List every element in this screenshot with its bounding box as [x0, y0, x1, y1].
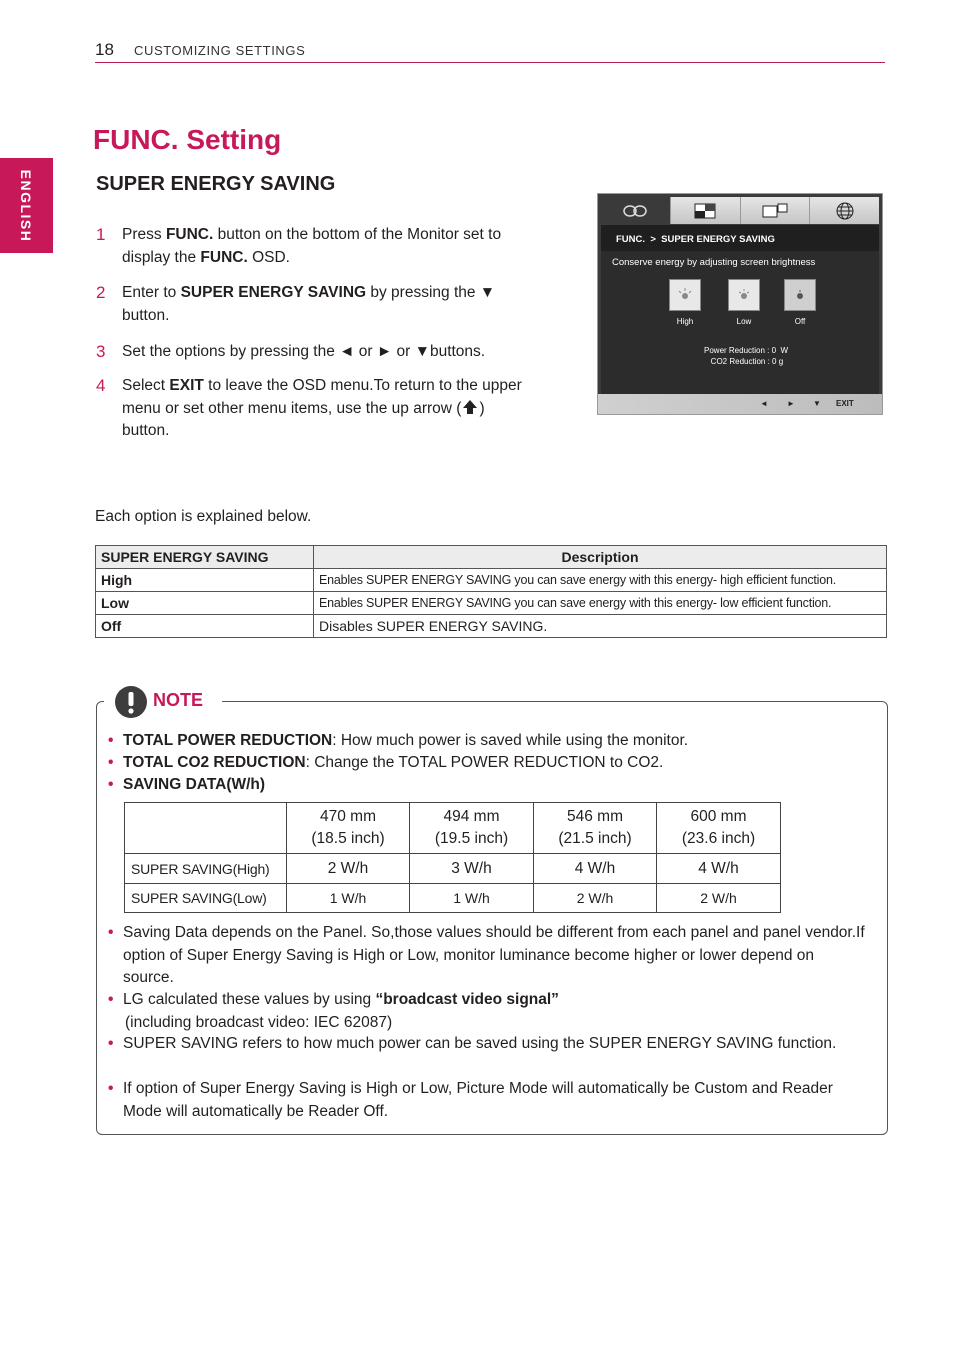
- option-description: Disables SUPER ENERGY SAVING.: [314, 615, 887, 638]
- off-brightness-icon: [791, 286, 809, 304]
- osd-crumb-separator: >: [650, 234, 656, 245]
- options-table: [95, 545, 887, 638]
- bullet-dot: •: [108, 732, 114, 749]
- bullet-dot: •: [108, 924, 114, 941]
- size-inch: (23.6 inch): [681, 830, 756, 847]
- power-reduction-label: Power Reduction :: [704, 346, 770, 355]
- osd-crumb-func: FUNC.: [616, 234, 646, 245]
- size-inch: (21.5 inch): [558, 830, 632, 847]
- exclamation-icon: [115, 686, 147, 718]
- step-keyword: FUNC.: [165, 226, 214, 243]
- table-row: [96, 615, 887, 638]
- size-mm: 600 mm: [690, 808, 747, 825]
- osd-tab-globe: [810, 197, 879, 224]
- osd-tab-dual: [741, 197, 811, 224]
- dual-screen-icon: [762, 203, 788, 219]
- table-row: [125, 884, 781, 913]
- size-mm: 470 mm: [320, 808, 376, 825]
- language-tab-label: ENGLISH: [18, 169, 34, 243]
- low-brightness-icon: [735, 286, 753, 304]
- option-description: Enables SUPER ENERGY SAVING you can save energy with this energy- low efficient function.: [314, 592, 887, 615]
- co2-reduction-label: CO2 Reduction :: [710, 357, 770, 366]
- osd-nav-bar: [598, 394, 882, 414]
- step-2: [96, 282, 536, 327]
- bullet-text: SUPER SAVING refers to how much power can be saved using the SUPER ENERGY SAVING function.: [123, 1035, 837, 1052]
- osd-nav-down: ▼: [813, 399, 821, 408]
- size-inch: (19.5 inch): [434, 830, 509, 847]
- option-description: Enables SUPER ENERGY SAVING you can save energy with this energy- high efficient function.: [314, 569, 887, 592]
- bullet-term: TOTAL POWER REDUCTION: [123, 732, 333, 749]
- bullet-term: “broadcast video signal”: [375, 991, 559, 1008]
- bullet-text: (including broadcast video: IEC 62087): [125, 1013, 393, 1031]
- osd-nav-left: ◄: [760, 399, 768, 408]
- bullet-text: Saving Data depends on the Panel. So,those values should be different from each panel and panel vendor.If option of Super Energy Saving is High or Low, monitor luminance become higher or lower depend on source.: [123, 924, 865, 986]
- step-keyword: FUNC.: [200, 248, 248, 266]
- step-keyword: EXIT: [169, 377, 204, 394]
- note-bullet: [108, 752, 868, 775]
- size-inch: (18.5 inch): [311, 830, 385, 847]
- osd-option-low: [728, 279, 760, 311]
- step-text: button on the bottom of the Monitor set to display the: [122, 226, 502, 266]
- option-name: Off: [96, 615, 314, 638]
- step-text: Select: [122, 377, 170, 394]
- saving-value: 2 W/h: [287, 854, 410, 884]
- step-text: by pressing the ▼ button.: [122, 284, 496, 324]
- osd-description: Conserve energy by adjusting screen brightness: [612, 257, 816, 268]
- table-header-row: [96, 546, 887, 569]
- option-name: High: [96, 569, 314, 592]
- bullet-dot: •: [108, 1080, 114, 1097]
- osd-menu-tabs: [601, 197, 879, 224]
- osd-option-label: Low: [736, 317, 752, 326]
- size-header-cell: [287, 803, 410, 854]
- osd-body: [601, 251, 879, 394]
- step-keyword: SUPER ENERGY SAVING: [180, 284, 367, 301]
- table-header-row: [125, 803, 781, 854]
- step-text: Enter to: [122, 284, 181, 301]
- saving-data-table: [124, 802, 781, 913]
- step-text: to leave the OSD menu.To return to the upper menu or set other menu items, use the up arrow (: [122, 377, 522, 417]
- step-text: Set the options by pressing the ◄ or ► or ▼buttons.: [122, 343, 486, 360]
- note-bullet: [108, 1033, 868, 1056]
- bullet-term: TOTAL CO2 REDUCTION: [123, 754, 306, 771]
- osd-option-high: [669, 279, 701, 311]
- page-title: FUNC. Setting: [93, 124, 282, 155]
- note-bullet: [108, 989, 868, 1034]
- step-1: [96, 224, 536, 269]
- table-row: [96, 592, 887, 615]
- osd-crumb-current: SUPER ENERGY SAVING: [661, 234, 775, 245]
- saving-value: 4 W/h: [534, 854, 657, 884]
- table-row: [125, 854, 781, 884]
- note-bullet: [108, 774, 868, 797]
- osd-tab-energy: [601, 197, 671, 224]
- bullet-text: : How much power is saved while using the monitor.: [332, 732, 689, 749]
- option-name: Low: [96, 592, 314, 615]
- bullet-dot: •: [108, 776, 114, 793]
- table-header-cell: Description: [314, 546, 887, 569]
- size-header-cell: [410, 803, 534, 854]
- osd-co2-reduction: [704, 357, 783, 366]
- energy-saving-icon: [622, 204, 648, 218]
- size-header-cell: [534, 803, 657, 854]
- co2-reduction-value: 0: [772, 357, 777, 366]
- note-label: NOTE: [153, 690, 204, 710]
- bullet-dot: •: [108, 754, 114, 771]
- step-text: Press: [122, 226, 166, 243]
- saving-value: 4 W/h: [657, 854, 781, 884]
- note-bullet: [108, 922, 868, 990]
- bullet-dot: •: [108, 991, 114, 1008]
- osd-nav-right: ►: [787, 399, 795, 408]
- empty-header-cell: [125, 803, 287, 854]
- osd-option-label: Off: [794, 317, 806, 326]
- bullet-text: If option of Super Energy Saving is High or Low, Picture Mode will automatically be Custom and Reader Mode will automatically be Reader Off.: [123, 1080, 833, 1120]
- osd-breadcrumb: [601, 225, 879, 251]
- power-reduction-value: 0: [771, 346, 777, 355]
- saving-value: 3 W/h: [410, 854, 534, 884]
- size-header-cell: [657, 803, 781, 854]
- step-number: 2: [96, 283, 106, 302]
- page-number: 18: [95, 40, 114, 59]
- osd-option-label: High: [676, 317, 694, 326]
- table-header-cell: SUPER ENERGY SAVING: [96, 546, 314, 569]
- section-title: SUPER ENERGY SAVING: [96, 173, 336, 195]
- step-4: [96, 375, 536, 443]
- osd-power-reduction: [704, 346, 788, 355]
- power-reduction-unit: W: [780, 346, 789, 355]
- saving-value: 2 W/h: [534, 884, 657, 913]
- bullet-text: : Change the TOTAL POWER REDUCTION to CO2.: [305, 754, 664, 771]
- co2-reduction-unit: g: [778, 357, 784, 366]
- row-label: SUPER SAVING(Low): [125, 884, 287, 913]
- picture-mode-icon: [694, 203, 716, 219]
- saving-value: 1 W/h: [287, 884, 410, 913]
- osd-option-off: [784, 279, 816, 311]
- step-3: [96, 341, 536, 364]
- saving-value: 2 W/h: [657, 884, 781, 913]
- header-divider: [95, 62, 885, 63]
- size-mm: 494 mm: [443, 808, 500, 825]
- saving-value: 1 W/h: [410, 884, 534, 913]
- explain-text: Each option is explained below.: [95, 508, 312, 525]
- size-mm: 546 mm: [567, 808, 623, 825]
- step-text: ) button.: [122, 399, 485, 439]
- osd-screenshot: [597, 193, 883, 415]
- step-number: 1: [96, 225, 106, 244]
- osd-nav-exit: EXIT: [836, 399, 854, 408]
- note-bullet: [108, 1078, 868, 1123]
- osd-tab-picture: [671, 197, 741, 224]
- table-row: [96, 569, 887, 592]
- step-text: OSD.: [247, 248, 290, 266]
- step-number: 4: [96, 376, 106, 395]
- bullet-dot: •: [108, 1035, 114, 1052]
- bullet-text: LG calculated these values by using: [123, 991, 376, 1008]
- note-bullet: [108, 730, 868, 753]
- high-brightness-icon: [676, 286, 694, 304]
- section-header: CUSTOMIZING SETTINGS: [134, 43, 306, 58]
- up-arrow-icon: [461, 398, 479, 416]
- step-number: 3: [96, 342, 106, 361]
- bullet-term: SAVING DATA(W/h): [123, 776, 266, 793]
- globe-icon: [836, 202, 854, 220]
- row-label: SUPER SAVING(High): [125, 854, 287, 884]
